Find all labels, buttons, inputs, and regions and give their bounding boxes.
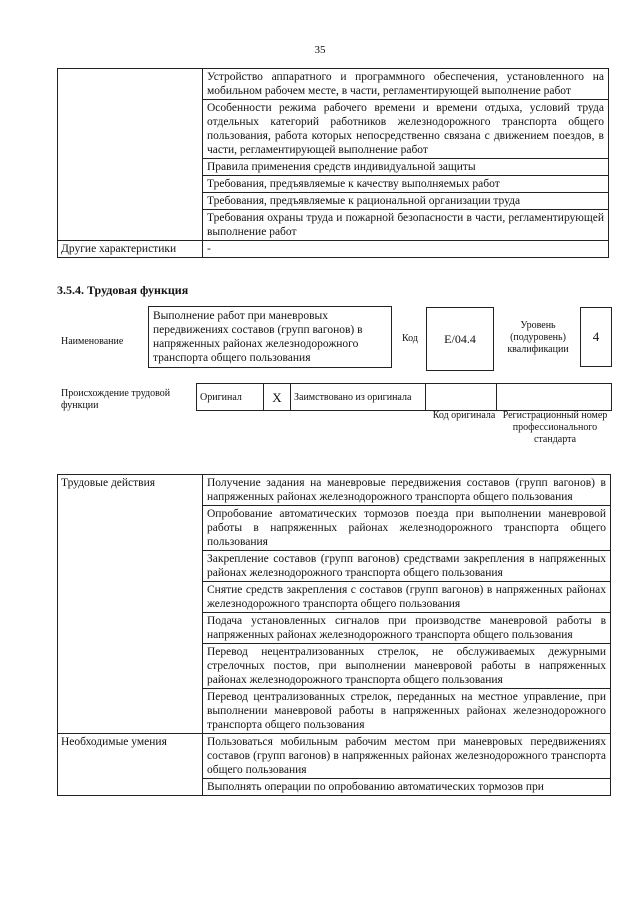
original-mark: X xyxy=(264,384,291,411)
page-number: 35 xyxy=(314,44,326,56)
other-characteristics-value: - xyxy=(203,241,609,258)
code-original-caption: Код оригинала xyxy=(432,410,496,421)
knowledge-table xyxy=(57,68,609,258)
name-label: Наименование xyxy=(61,336,124,347)
actions-label: Трудовые действия xyxy=(58,475,203,734)
table-row xyxy=(58,734,611,779)
function-code-box: Е/04.4 xyxy=(426,307,494,371)
table-cell: Снятие средств закрепления с составов (групп вагонов) в напряженных районах железнодорожного транспорта общего пользования xyxy=(203,582,611,613)
function-name-box: Выполнение работ при маневровых передвижениях составов (групп вагонов) в напряженных районах железнодорожного транспорта общего пользования xyxy=(148,306,392,368)
table-cell: Опробование автоматических тормозов поезда при выполнении маневровой работы в напряженных районах железнодорожного транспорта общего пользования xyxy=(203,506,611,551)
table-cell: Пользоваться мобильным рабочим местом при маневровых передвижениях составов (групп вагонов) в напряженных районах железнодорожного транспорта общего пользования xyxy=(203,734,611,779)
table-cell: Выполнять операции по опробованию автоматических тормозов при xyxy=(203,779,611,796)
skills-label: Необходимые умения xyxy=(58,734,203,796)
table-cell: Устройство аппаратного и программного обеспечения, установленного на мобильном рабочем месте, в части, регламентирующей выполнение работ xyxy=(203,69,609,100)
table-row xyxy=(58,69,609,100)
table-cell: Требования, предъявляемые к рациональной организации труда xyxy=(203,193,609,210)
origin-table xyxy=(196,383,612,411)
table-cell: Требования охраны труда и пожарной безопасности в части, регламентирующей выполнение работ xyxy=(203,210,609,241)
table-row xyxy=(58,241,609,258)
level-box: 4 xyxy=(580,307,612,367)
borrowed-cell: Заимствовано из оригинала xyxy=(291,384,426,411)
table-cell: Особенности режима рабочего времени и времени отдыха, условий труда отдельных категорий работников железнодорожного транспорта общего пользования, работа которых непосредственно связана с движением поездов, в части, регламентирующей выполнение работ xyxy=(203,100,609,159)
table-cell: Правила применения средств индивидуальной защиты xyxy=(203,159,609,176)
empty-cell xyxy=(58,69,203,241)
code-label: Код xyxy=(402,333,418,344)
reg-number-caption: Регистрационный номер профессионального стандарта xyxy=(502,410,608,445)
table-cell: Перевод нецентрализованных стрелок, не обслуживаемых дежурными стрелочных постов, при выполнении маневровой работы в напряженных районах железнодорожного транспорта общего пользования xyxy=(203,644,611,689)
table-cell: Получение задания на маневровые передвижения составов (групп вагонов) в напряженных районах железнодорожного транспорта общего пользования xyxy=(203,475,611,506)
function-details-table xyxy=(57,474,611,796)
original-cell: Оригинал xyxy=(197,384,264,411)
level-label: Уровень (подуровень) квалификации xyxy=(507,320,569,355)
table-cell: Закрепление составов (групп вагонов) средствами закрепления в напряженных районах железнодорожного транспорта общего пользования xyxy=(203,551,611,582)
table-cell: Подача установленных сигналов при производстве маневровой работы в напряженных районах железнодорожного транспорта общего пользования xyxy=(203,613,611,644)
section-title: 3.5.4. Трудовая функция xyxy=(57,283,189,297)
origin-label: Происхождение трудовой функции xyxy=(61,388,171,411)
code-original-cell xyxy=(426,384,497,411)
table-cell: Требования, предъявляемые к качеству выполняемых работ xyxy=(203,176,609,193)
table-row xyxy=(58,475,611,506)
table-cell: Перевод централизованных стрелок, переданных на местное управление, при выполнении маневровой работы в напряженных районах железнодорожного транспорта общего пользования xyxy=(203,689,611,734)
reg-number-cell xyxy=(497,384,612,411)
other-characteristics-label: Другие характеристики xyxy=(58,241,203,258)
